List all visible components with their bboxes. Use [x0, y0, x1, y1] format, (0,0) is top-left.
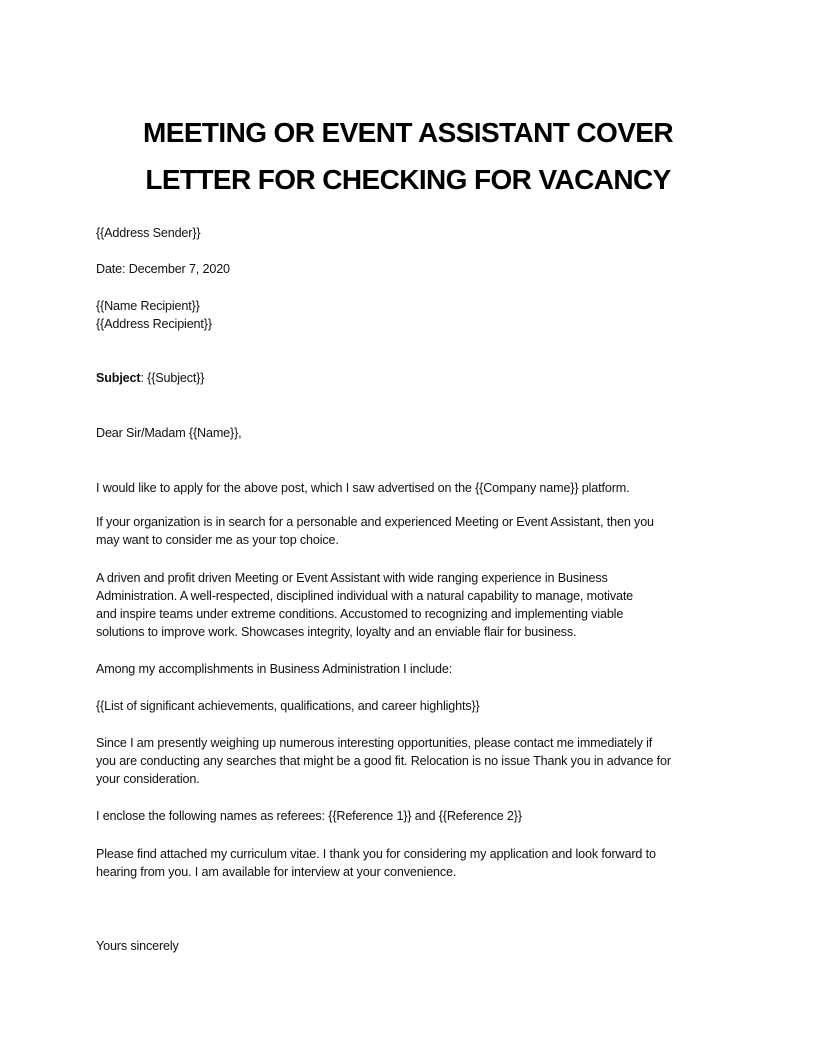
paragraph-referees — [96, 807, 726, 825]
paragraph-line: your consideration. — [96, 772, 200, 786]
paragraph-line: and inspire teams under extreme conditions. Accustomed to recognizing and implementing viable — [96, 607, 624, 621]
paragraph-line: Please find attached my curriculum vitae. I thank you for considering my application and look forward to — [96, 847, 656, 861]
recipient-address: {{Address Recipient}} — [96, 317, 212, 331]
paragraph-line: Among my accomplishments in Business Administration I include: — [96, 662, 453, 676]
paragraph-opportunities — [96, 734, 726, 788]
paragraph-line: you are conducting any searches that might be a good fit. Relocation is no issue Thank you in advance for — [96, 754, 671, 768]
sender-address: {{Address Sender}} — [96, 226, 201, 240]
paragraph-consider — [96, 513, 726, 549]
paragraph-line: may want to consider me as your top choice. — [96, 533, 339, 547]
subject-line — [96, 369, 204, 387]
paragraph-accomplishments — [96, 660, 726, 678]
paragraph-profile — [96, 569, 726, 641]
document-title-line-1: MEETING OR EVENT ASSISTANT COVER — [143, 117, 673, 148]
paragraph-line: A driven and profit driven Meeting or Event Assistant with wide ranging experience in Business — [96, 571, 608, 585]
paragraph-intro — [96, 479, 726, 497]
paragraph-line: Since I am presently weighing up numerous interesting opportunities, please contact me immediately if — [96, 736, 653, 750]
closing-signoff: Yours sincerely — [96, 939, 179, 953]
paragraph-line: hearing from you. I am available for interview at your convenience. — [96, 865, 457, 879]
paragraph-closing — [96, 845, 726, 881]
paragraph-line: Administration. A well-respected, disciplined individual with a natural capability to manage, motivate — [96, 589, 634, 603]
paragraph-line: I would like to apply for the above post, which I saw advertised on the {{Company name}} platform. — [96, 481, 630, 495]
recipient-name: {{Name Recipient}} — [96, 299, 200, 313]
paragraph-line: If your organization is in search for a personable and experienced Meeting or Event Assistant, then you — [96, 515, 654, 529]
paragraph-line: solutions to improve work. Showcases integrity, loyalty and an enviable flair for business. — [96, 625, 577, 639]
salutation: Dear Sir/Madam {{Name}}, — [96, 426, 242, 440]
subject-label: Subject — [96, 371, 141, 385]
paragraph-achievements-list — [96, 697, 726, 715]
paragraph-line: I enclose the following names as referees: {{Reference 1}} and {{Reference 2}} — [96, 809, 522, 823]
subject-value: : {{Subject}} — [140, 371, 205, 385]
document-title-line-2: LETTER FOR CHECKING FOR VACANCY — [145, 164, 671, 195]
letter-date: Date: December 7, 2020 — [96, 262, 230, 276]
paragraph-line: {{List of significant achievements, qualifications, and career highlights}} — [96, 699, 480, 713]
